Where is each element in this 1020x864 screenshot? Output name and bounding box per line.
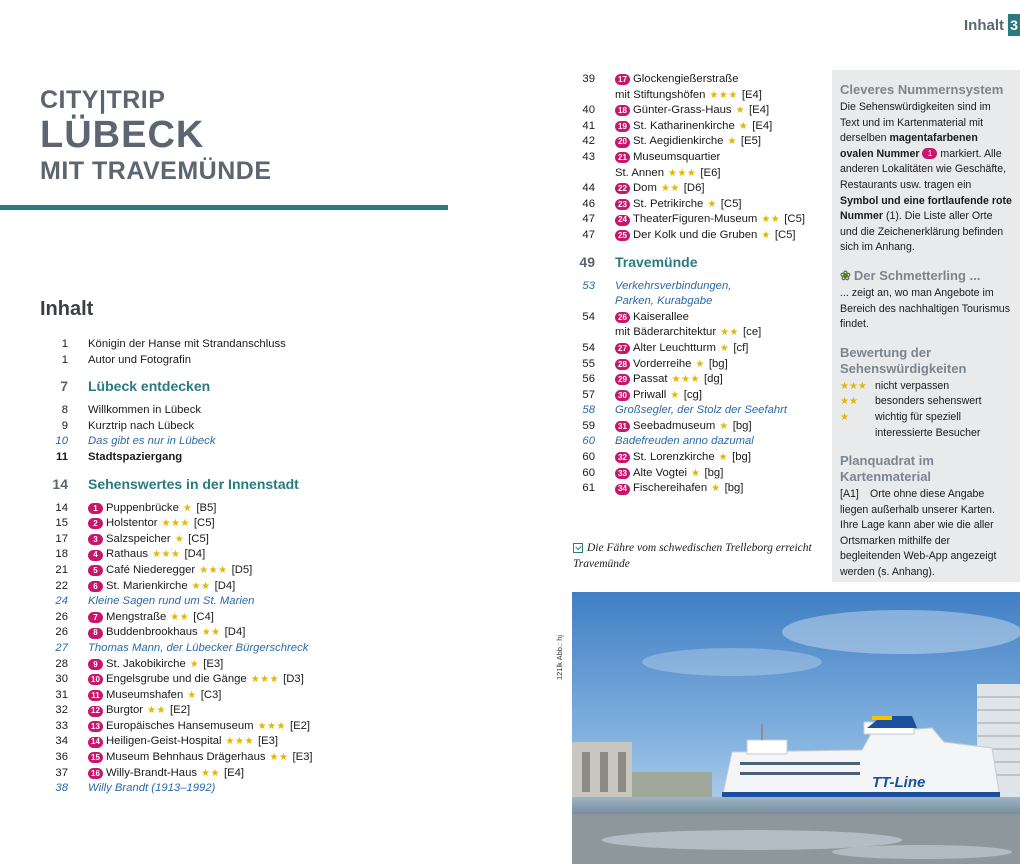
toc-entry-label: Günter-Grass-Haus	[633, 104, 732, 117]
sight-number-badge: 4	[88, 550, 103, 561]
map-grid-ref: [D4]	[224, 626, 246, 639]
toc-entry-label: Willkommen in Lübeck	[88, 404, 202, 417]
toc-entry	[40, 610, 313, 626]
star-rating: ★	[719, 420, 729, 432]
map-grid-ref: [E4]	[223, 766, 245, 779]
sight-number-badge: 15	[88, 752, 103, 763]
toc-entry	[567, 72, 805, 88]
star-rating: ★	[738, 120, 749, 132]
toc-entry-label: Stadtspaziergang	[88, 450, 183, 463]
star-rating: ★	[840, 411, 849, 423]
page-number: 3	[1008, 14, 1020, 36]
ferry-photo	[572, 592, 1020, 864]
star-rating: ★★	[201, 627, 221, 639]
sight-number-badge: 19	[615, 121, 630, 132]
sight-number-badge: 33	[615, 468, 630, 479]
toc-entry	[567, 325, 805, 341]
toc-entry	[567, 310, 805, 326]
toc-page-number: 10	[55, 435, 68, 448]
star-rating: ★★★	[840, 380, 867, 392]
toc-page-number: 39	[582, 73, 595, 85]
toc-entry	[40, 337, 313, 353]
numbering-info	[840, 82, 1012, 256]
star-rating: ★	[711, 483, 721, 495]
toc-entry	[40, 766, 313, 782]
page-header	[964, 14, 1020, 36]
map-grid-ref: [C3]	[200, 688, 222, 701]
sight-number-badge: 16	[88, 768, 103, 779]
star-rating: ★	[735, 105, 746, 117]
toc-entry-label: Holstentor	[106, 517, 158, 530]
star-rating: ★★★	[199, 564, 228, 576]
toc-page-number: 53	[582, 279, 595, 292]
toc-entry-label: Der Kolk und die Gruben	[633, 228, 758, 241]
toc-entry	[567, 466, 805, 482]
toc-entry-label: Buddenbrookhaus	[106, 626, 198, 639]
subtitle: MIT TRAVEMÜNDE	[40, 157, 272, 185]
series-title: CITY|TRIP	[40, 86, 166, 114]
caption-arrow-icon	[573, 543, 583, 553]
map-grid-ref: [C5]	[720, 197, 742, 210]
toc-entry-label: Engelsgrube und die Gänge	[106, 673, 247, 686]
toc-entry-label: Sehenswertes in der Innenstadt	[88, 475, 299, 492]
toc-entry	[567, 197, 805, 213]
toc-entry	[40, 547, 313, 563]
star-rating: ★	[670, 389, 680, 401]
ferry-illustration	[572, 592, 1020, 864]
photo-caption: Die Fähre vom schwedischen Trelleborg erreicht Travemünde	[573, 542, 812, 570]
toc-entry	[40, 353, 313, 369]
toc-page-number: 59	[582, 419, 595, 432]
toc-entry-label: Verkehrsverbindungen,	[615, 279, 732, 292]
toc-entry	[40, 625, 313, 641]
toc-page-number: 21	[55, 563, 68, 576]
star-rating: ★★	[170, 611, 190, 623]
sight-number-badge: 24	[615, 215, 630, 226]
toc-page-number: 1	[61, 353, 68, 366]
toc-page-number: 26	[55, 626, 68, 639]
toc-page-number: 37	[55, 766, 68, 779]
toc-page-number: 11	[56, 450, 68, 463]
toc-entry-label: St. Jakobikirche	[106, 657, 186, 670]
toc-page-number: 34	[55, 735, 68, 748]
toc-entry-label: Dom	[633, 182, 657, 195]
toc-entry-label: Seebadmuseum	[633, 419, 716, 432]
toc-page-number: 43	[582, 150, 595, 163]
toc-entry	[40, 688, 313, 704]
map-grid-ref: [cg]	[683, 388, 702, 401]
toc-page-number: 55	[582, 357, 595, 370]
toc-entry	[40, 419, 313, 435]
sight-number-badge: 25	[615, 230, 630, 241]
toc-entry	[40, 781, 313, 797]
toc-entry	[40, 579, 313, 595]
toc-entry-label: Thomas Mann, der Lübecker Bürgerschreck	[88, 641, 309, 654]
star-rating: ★	[182, 502, 193, 514]
map-grid-ref: [bg]	[732, 451, 751, 464]
toc-page-number: 42	[582, 135, 595, 148]
toc-entry	[40, 750, 313, 766]
map-grid-ref: [E4]	[749, 104, 770, 117]
toc-entry	[567, 341, 805, 357]
toc-page-number: 14	[52, 475, 68, 492]
toc-entry-label: Parken, Kurabgabe	[615, 295, 713, 308]
toc-entry-label: Mengstraße	[106, 610, 167, 623]
toc-entry-label: St. Katharinenkirche	[633, 119, 735, 132]
toc-entry	[567, 403, 805, 419]
star-rating: ★★★	[709, 89, 738, 101]
butterfly-icon: ❀	[840, 267, 851, 283]
toc-entry-label: Museumsquartier	[633, 150, 721, 163]
map-grid-ref: [C5]	[193, 517, 215, 530]
toc-entry	[40, 703, 313, 719]
toc-page-number: 58	[582, 404, 595, 417]
toc-entry	[40, 450, 313, 466]
toc-page-number: 47	[582, 228, 595, 241]
toc-page-number: 36	[55, 751, 68, 764]
map-grid-ref: [dg]	[703, 373, 723, 386]
toc-entry-label: Badefreuden anno dazumal	[615, 435, 754, 448]
map-grid-ref: [E6]	[700, 166, 721, 179]
toc-entry-label: Alte Vogtei	[633, 466, 688, 479]
toc-entry	[40, 672, 313, 688]
toc-entry-label: St. Annen	[615, 166, 664, 179]
toc-entry-label: Kurztrip nach Lübeck	[88, 419, 195, 432]
toc-page-number: 41	[582, 119, 595, 132]
sample-badge: 1	[922, 148, 937, 159]
map-grid-ref: [C5]	[784, 213, 805, 226]
toc-entry-label: Museumshafen	[106, 688, 184, 701]
star-rating: ★★★	[250, 674, 280, 686]
toc-entry-label: Das gibt es nur in Lübeck	[88, 435, 216, 448]
star-rating: ★★★	[152, 549, 181, 561]
toc-entry-label: St. Marienkirche	[106, 579, 188, 592]
toc-entry	[567, 181, 805, 197]
toc-entry-label: Museum Behnhaus Drägerhaus	[106, 751, 266, 764]
toc-page-number: 60	[582, 466, 595, 479]
sight-number-badge: 17	[615, 74, 630, 85]
toc-entry	[40, 657, 313, 673]
map-grid-ref: [D4]	[214, 579, 236, 592]
star-rating: ★★	[840, 396, 858, 408]
toc-page-number: 33	[55, 719, 68, 732]
star-rating: ★★	[269, 752, 289, 764]
toc-page-number: 57	[582, 388, 595, 401]
toc-entry	[40, 563, 313, 579]
toc-entry	[40, 434, 313, 450]
sight-number-badge: 2	[88, 518, 103, 529]
map-grid-ref: [E2]	[289, 719, 311, 732]
star-rating: ★	[761, 229, 771, 241]
toc-heading: Inhalt	[40, 298, 94, 320]
toc-entry	[40, 532, 313, 548]
toc-entry-label: Kleine Sagen rund um St. Marien	[88, 595, 255, 608]
red-number-symbol: (1)	[885, 210, 899, 223]
star-rating: ★	[189, 658, 200, 670]
numbering-text: Die Sehenswürdigkeiten sind im Text und im Kartenmaterial mit derselben magentafarbenen ovalen Nummer 1 markiert. Alle anderen Lokalitäten wie Geschäfte, Restaurants usw. tragen ein Symbol und eine fortlaufende rote Nummer (1). Die Liste aller Orte und die Zeichenerklärung befinden sich im Anhang.	[840, 101, 1012, 254]
map-grid-ref: [C5]	[188, 532, 209, 545]
map-grid-ref: [E4]	[741, 88, 762, 101]
toc-entry-label: Café Niederegger	[106, 563, 196, 576]
map-grid-ref: [D4]	[184, 548, 206, 561]
star-rating: ★	[718, 452, 729, 464]
sight-number-badge: 20	[615, 137, 630, 148]
star-rating: ★★	[761, 214, 781, 226]
star-rating: ★	[187, 689, 197, 701]
sight-number-badge: 21	[615, 152, 630, 163]
sight-number-badge: 14	[88, 737, 103, 748]
grid-info: Planquadrat im Kartenmaterial [A1] Orte ohne diese Angabe liegen außerhalb unserer Karten. Ihre Lage kann aber wie die aller Ortsmarken mithilfe der begleitenden Web-App angezeigt werden (s. Anhang).	[840, 453, 997, 579]
toc-page-number: 47	[582, 213, 595, 226]
sight-number-badge: 27	[615, 343, 630, 354]
toc-page-number: 32	[55, 704, 68, 717]
toc-page-number: 31	[55, 688, 68, 701]
sight-number-badge: 9	[88, 659, 103, 670]
sight-number-badge: 32	[615, 452, 630, 463]
sight-number-badge: 3	[88, 534, 103, 545]
toc-entry	[567, 212, 805, 228]
map-grid-ref: [E3]	[203, 657, 224, 670]
toc-entry	[567, 279, 805, 295]
toc-entry	[567, 434, 805, 450]
toc-page-number: 9	[61, 419, 68, 432]
sight-number-badge: 34	[615, 484, 630, 495]
toc-entry-label: Travemünde	[615, 253, 698, 270]
toc-entry	[40, 719, 313, 735]
butterfly-info: ❀ Der Schmetterling ... ... zeigt an, wo man Angebote im Bereich des nachhaltigen Tourismus findet.	[840, 267, 1010, 331]
toc-page-number: 17	[55, 532, 68, 545]
toc-page-number: 46	[582, 197, 595, 210]
toc-page-number: 54	[582, 341, 595, 354]
star-rating: ★	[695, 358, 705, 370]
toc-entry-label: Priwall	[633, 388, 667, 401]
toc-entry	[567, 134, 805, 150]
sight-number-badge: 23	[615, 199, 630, 210]
toc-entry-label: Vorderreihe	[633, 357, 692, 370]
toc-entry	[40, 641, 313, 657]
toc-page-number: 14	[55, 501, 68, 514]
toc-entry	[567, 294, 805, 310]
toc-page-number: 30	[55, 673, 68, 686]
info-sidebar	[832, 70, 1020, 582]
map-grid-ref: [bg]	[732, 419, 752, 432]
toc-entry-label: St. Aegidienkirche	[633, 135, 724, 148]
rating-legend-row: ★★ besonders sehenswert	[840, 394, 1012, 410]
toc-entry	[567, 357, 805, 373]
toc-entry-label: Willy Brandt (1913–1992)	[88, 782, 216, 795]
toc-entry-label: Puppenbrücke	[106, 501, 179, 514]
toc-entry	[567, 228, 805, 244]
sight-number-badge: 30	[615, 390, 630, 401]
toc-page-number: 44	[582, 182, 595, 195]
map-grid-ref: [cf]	[733, 341, 749, 354]
toc-entry	[567, 450, 805, 466]
toc-entry	[40, 594, 313, 610]
star-rating: ★	[174, 533, 185, 545]
toc-page-number: 28	[55, 657, 68, 670]
sight-number-badge: 10	[88, 674, 103, 685]
sight-number-badge: 7	[88, 612, 103, 623]
numbering-title: Cleveres Nummernsystem	[840, 82, 1004, 97]
map-grid-ref: [ce]	[743, 326, 762, 339]
toc-entry	[567, 388, 805, 404]
toc-page-number: 60	[582, 435, 595, 448]
map-grid-ref: [E5]	[740, 135, 762, 148]
toc-entry	[567, 481, 805, 497]
toc-entry-label: mit Stiftungshöfen	[615, 88, 706, 101]
title-block	[40, 86, 272, 186]
toc-entry-label: Fischereihafen	[633, 482, 708, 495]
sight-number-badge: 1	[88, 503, 103, 514]
title-divider	[0, 205, 448, 210]
ship-label: TT-Line	[872, 774, 926, 791]
toc-section	[40, 475, 313, 495]
toc-page-number: 61	[582, 482, 595, 495]
toc-entry-label: Heiligen-Geist-Hospital	[106, 735, 222, 748]
toc-page-number: 8	[61, 404, 68, 417]
sight-number-badge: 22	[615, 183, 630, 194]
toc-page-number: 54	[582, 310, 595, 323]
toc-page-number: 26	[55, 610, 68, 623]
toc-page-number: 49	[579, 253, 595, 270]
toc-entry-label: Autor und Fotografin	[88, 353, 191, 366]
toc-page-number: 18	[55, 548, 68, 561]
star-rating: ★★★	[257, 720, 286, 732]
toc-page-number: 15	[55, 517, 68, 530]
star-rating: ★	[719, 342, 730, 354]
sight-number-badge: 18	[615, 105, 630, 116]
toc-entry	[567, 88, 805, 104]
toc-entry	[567, 166, 805, 182]
map-grid-ref: [B5]	[196, 501, 217, 514]
sight-number-badge: 13	[88, 721, 103, 732]
sight-number-badge: 29	[615, 374, 630, 385]
toc-page-number: 1	[61, 338, 68, 350]
city-title: LÜBECK	[40, 114, 205, 156]
toc-entry-label: Passat	[633, 373, 668, 386]
grid-code: [A1]	[840, 488, 859, 501]
star-rating: ★★	[201, 767, 220, 779]
toc-entry-label: Salzspeicher	[106, 532, 171, 545]
sight-number-badge: 5	[88, 565, 103, 576]
rating-legend-row: ★★★ nicht verpassen	[840, 379, 1012, 395]
rating-info: Bewertung der Sehenswürdigkeiten ★★★ nicht verpassen ★★ besonders sehenswert ★ wichtig für speziell interessierte Besucher	[840, 345, 1012, 441]
toc-entry	[567, 150, 805, 166]
rating-legend	[840, 379, 1012, 441]
toc-entry	[567, 119, 805, 135]
map-grid-ref: [E2]	[169, 704, 191, 717]
star-rating: ★★★	[668, 167, 697, 179]
map-grid-ref: [bg]	[708, 357, 728, 370]
toc-entry-label: St. Lorenzkirche	[633, 451, 715, 464]
sight-number-badge: 31	[615, 421, 630, 432]
star-rating: ★★	[720, 327, 740, 339]
toc-section	[567, 253, 805, 273]
toc-page-number: 27	[55, 641, 68, 654]
toc-entry-label: St. Petrikirche	[633, 197, 704, 210]
toc-entry	[40, 516, 313, 532]
map-grid-ref: [D5]	[231, 563, 253, 576]
star-rating: ★★★	[161, 518, 190, 530]
star-rating: ★★★	[225, 736, 254, 748]
toc-entry	[40, 403, 313, 419]
toc-left-column	[40, 337, 313, 797]
rating-legend-row: ★ wichtig für speziell interessierte Besucher	[840, 410, 1012, 441]
toc-entry-label: Willy-Brandt-Haus	[106, 766, 198, 779]
toc-entry-label: Kaiserallee	[633, 310, 689, 323]
sight-number-badge: 11	[88, 690, 103, 701]
toc-page-number: 60	[582, 451, 595, 464]
toc-entry-label: Burgtor	[106, 704, 144, 717]
toc-page-number: 7	[60, 378, 68, 395]
toc-entry	[567, 103, 805, 119]
toc-entry-label: Alter Leuchtturm	[633, 341, 716, 354]
toc-entry	[40, 734, 313, 750]
toc-entry	[567, 419, 805, 435]
star-rating: ★	[707, 198, 717, 210]
sight-number-badge: 8	[88, 628, 103, 639]
toc-page-number: 40	[582, 104, 595, 117]
toc-section	[40, 377, 313, 397]
toc-entry-label: Rathaus	[106, 548, 149, 561]
toc-entry-label: mit Bäderarchitektur	[615, 326, 717, 339]
sight-number-badge: 12	[88, 706, 103, 717]
star-rating: ★★	[660, 183, 680, 195]
map-grid-ref: [C5]	[774, 228, 796, 241]
map-grid-ref: [E3]	[257, 735, 279, 748]
map-grid-ref: [D6]	[683, 182, 705, 195]
toc-entry-label: Europäisches Hansemuseum	[106, 719, 254, 732]
star-rating: ★	[691, 467, 701, 479]
map-grid-ref: [C4]	[193, 610, 214, 623]
toc-page-number: 38	[55, 782, 68, 795]
star-rating: ★★	[191, 580, 211, 592]
star-rating: ★★★	[671, 374, 700, 386]
map-grid-ref: [bg]	[704, 466, 724, 479]
toc-entry-label: TheaterFiguren-Museum	[633, 213, 758, 226]
map-grid-ref: [E3]	[292, 751, 313, 764]
toc-entry-label: Glockengießerstraße	[633, 73, 739, 85]
toc-entry	[567, 372, 805, 388]
photo-credit: 121lk Abb.: hj	[555, 634, 564, 680]
sight-number-badge: 28	[615, 359, 630, 370]
toc-page-number: 56	[582, 373, 595, 386]
toc-page-number: 24	[55, 595, 68, 608]
map-grid-ref: [bg]	[724, 482, 744, 495]
toc-page-number: 22	[55, 579, 68, 592]
star-rating: ★	[727, 136, 737, 148]
toc-entry-label: Großsegler, der Stolz der Seefahrt	[615, 404, 788, 417]
sight-number-badge: 6	[88, 581, 103, 592]
map-grid-ref: [E4]	[752, 119, 773, 132]
toc-entry-label: Königin der Hanse mit Strandanschluss	[88, 338, 286, 350]
sight-number-badge: 26	[615, 312, 630, 323]
star-rating: ★★	[147, 705, 166, 717]
header-title: Inhalt	[964, 16, 1004, 34]
toc-entry-label: Lübeck entdecken	[88, 378, 211, 395]
map-grid-ref: [D3]	[283, 673, 304, 686]
toc-right-column	[567, 72, 805, 497]
toc-entry	[40, 501, 313, 517]
